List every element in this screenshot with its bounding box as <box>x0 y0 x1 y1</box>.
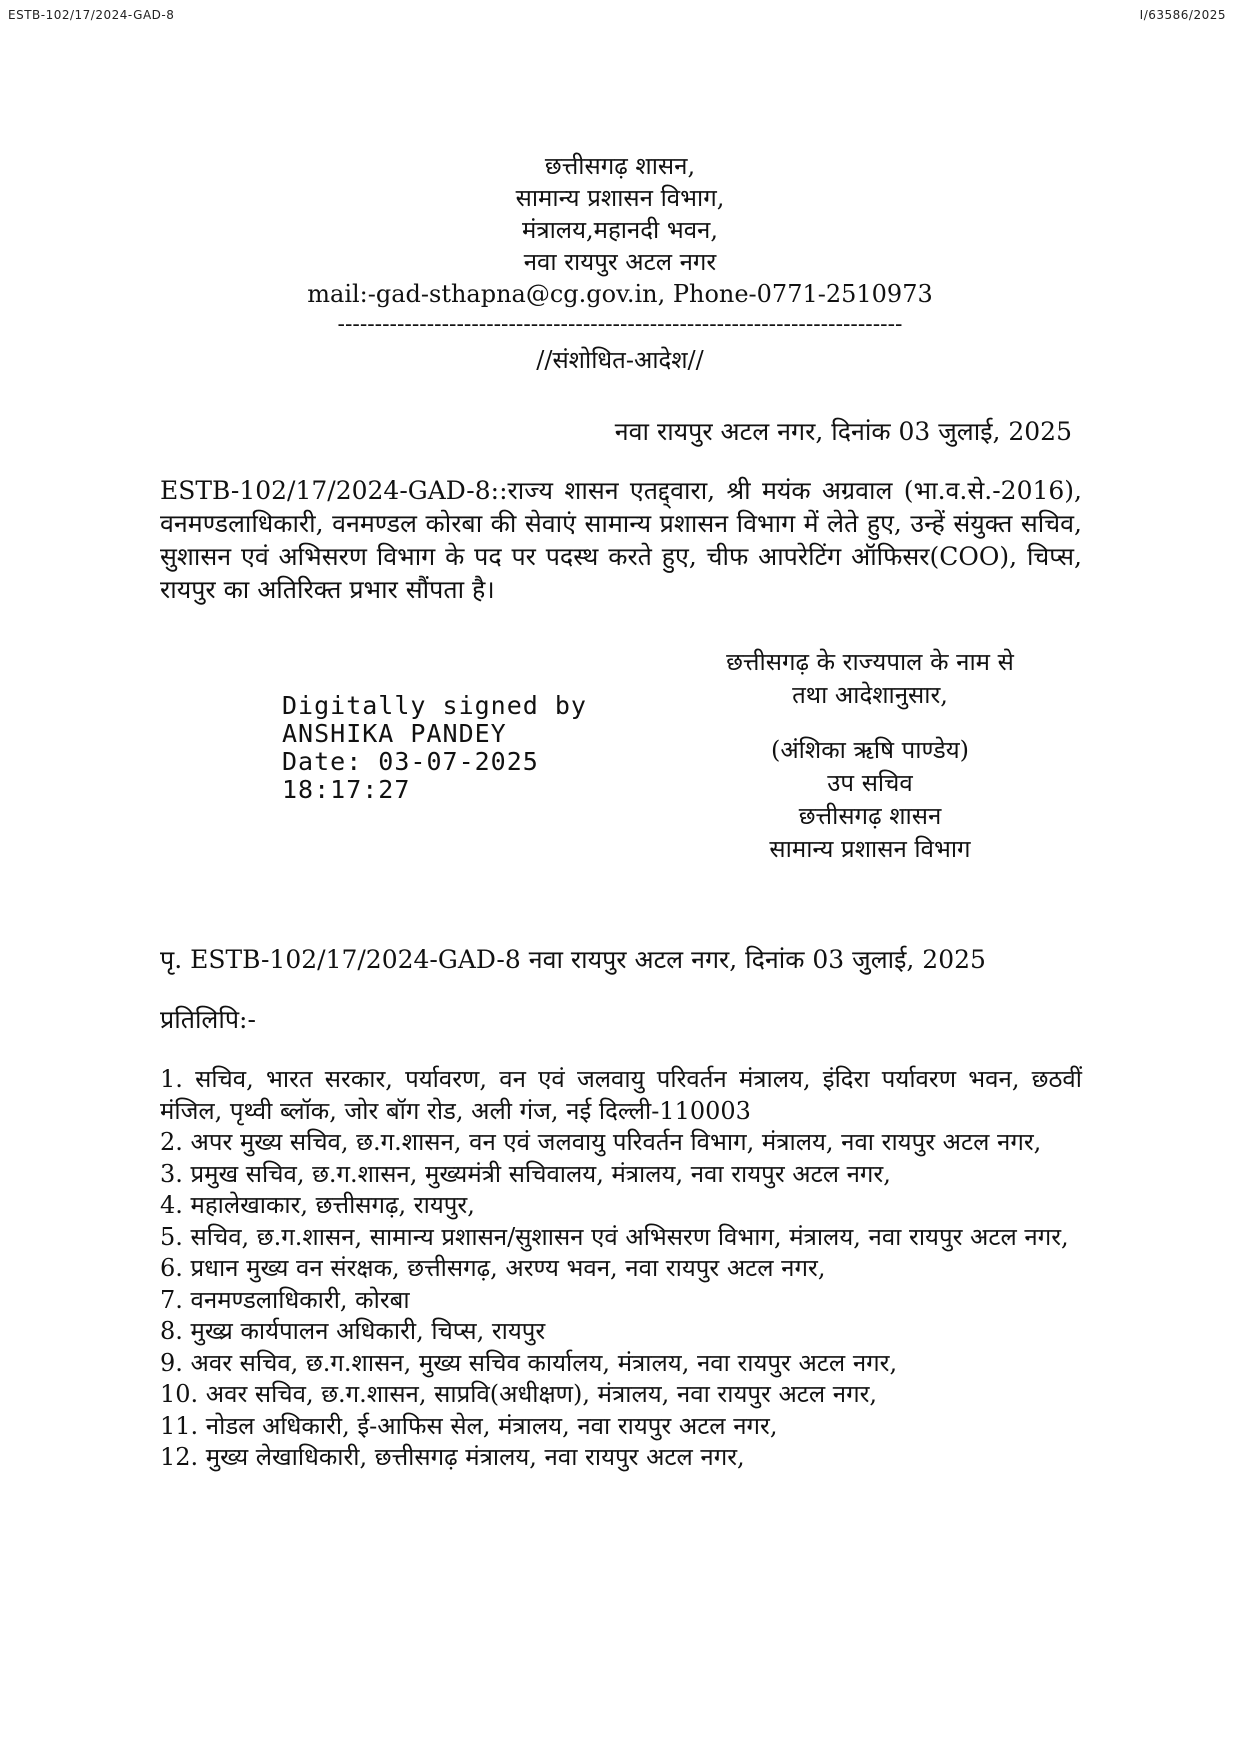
digital-signature-label: Digitally signed by <box>282 691 587 720</box>
order-title: //संशोधित-आदेश// <box>536 346 704 374</box>
header-file-reference: ESTB-102/17/2024-GAD-8 <box>8 8 175 22</box>
signatory-org-government: छत्तीसगढ़ शासन <box>798 802 942 830</box>
list-item: 6. प्रधान मुख्य वन संरक्षक, छत्तीसगढ़, अरण्य भवन, नवा रायपुर अटल नगर, <box>160 1254 826 1282</box>
letterhead-contact: mail:-gad-sthapna@cg.gov.in, Phone-0771-2510973 <box>307 280 933 308</box>
letterhead-government: छत्तीसगढ़ शासन, <box>544 152 696 180</box>
order-date-line: नवा रायपुर अटल नगर, दिनांक 03 जुलाई, 2025 <box>614 417 1072 446</box>
list-item: 10. अवर सचिव, छ.ग.शासन, साप्रवि(अधीक्षण), मंत्रालय, नवा रायपुर अटल नगर, <box>160 1380 878 1408</box>
list-item: 5. सचिव, छ.ग.शासन, सामान्य प्रशासन/सुशासन एवं अभिसरण विभाग, मंत्रालय, नवा रायपुर अटल नगर, <box>160 1222 1069 1251</box>
list-item: 8. मुख्य्र कार्यपालन अधिकारी, चिप्स, रायपुर <box>160 1317 546 1345</box>
list-item: 2. अपर मुख्य सचिव, छ.ग.शासन, वन एवं जलवायु परिवर्तन विभाग, मंत्रालय, नवा रायपुर अटल नगर, <box>160 1128 1042 1156</box>
copy-to-list <box>160 1064 1082 1474</box>
letterhead <box>0 150 1240 376</box>
digital-signature-date: Date: 03-07-2025 <box>282 747 539 776</box>
letterhead-building: मंत्रालय,महानदी भवन, <box>521 216 719 244</box>
list-item: 4. महालेखाकार, छत्तीसगढ़, रायपुर, <box>160 1191 475 1219</box>
signatory-designation: उप सचिव <box>827 769 913 797</box>
list-item: 1. सचिव, भारत सरकार, पर्यावरण, वन एवं जलवायु परिवर्तन मंत्रालय, इंदिरा पर्यावरण भवन, छठवीं मंजिल, पृथ्वी ब्लॉक, जोर बॉग रोड, अली गंज, नई दिल्ली-110003 <box>160 1065 1082 1125</box>
endorsement-reference-line: पृ. ESTB-102/17/2024-GAD-8 नवा रायपुर अटल नगर, दिनांक 03 जुलाई, 2025 <box>160 945 986 974</box>
digital-signature-signer: ANSHIKA PANDEY <box>282 719 507 748</box>
list-item: 3. प्रमुख सचिव, छ.ग.शासन, मुख्यमंत्री सचिवालय, मंत्रालय, नवा रायपुर अटल नगर, <box>160 1159 891 1188</box>
signatory-org-department: सामान्य प्रशासन विभाग <box>769 835 971 863</box>
digital-signature-stamp <box>282 692 587 804</box>
list-item: 9. अवर सचिव, छ.ग.शासन, मुख्य सचिव कार्यालय, मंत्रालय, नवा रायपुर अटल नगर, <box>160 1348 898 1377</box>
copy-to-label: प्रतिलिपि:- <box>160 1005 256 1034</box>
signatory-name: (अंशिका ऋषि पाण्डेय) <box>770 736 970 764</box>
list-item: 12. मुख्य लेखाधिकारी, छत्तीसगढ़ मंत्रालय, नवा रायपुर अटल नगर, <box>160 1443 745 1471</box>
signatory-spacer <box>680 712 1060 734</box>
letterhead-dashed-rule: ---------------------------------------------------------------------------- <box>337 312 903 337</box>
letterhead-department: सामान्य प्रशासन विभाग, <box>515 184 725 212</box>
signatory-authority-line1: छत्तीसगढ़ के राज्यपाल के नाम से <box>726 648 1014 676</box>
digital-signature-time: 18:17:27 <box>282 775 411 804</box>
list-item: 11. नोडल अधिकारी, ई-आफिस सेल, मंत्रालय, नवा रायपुर अटल नगर, <box>160 1411 778 1440</box>
signatory-authority-line2: तथा आदेशानुसार, <box>792 681 948 709</box>
list-item: 7. वनमण्डलाधिकारी, कोरबा <box>160 1285 410 1314</box>
letterhead-city: नवा रायपुर अटल नगर <box>523 248 717 276</box>
header-receipt-number: I/63586/2025 <box>1139 8 1226 22</box>
signatory-block <box>680 646 1060 866</box>
order-paragraph: ESTB-102/17/2024-GAD-8::राज्य शासन एतद्द्वारा, श्री मयंक अग्रवाल (भा.व.से.-2016), वनमण्डलाधिकारी, वनमण्डल कोरबा की सेवाएं सामान्य प्रशासन विभाग में लेते हुए, उन्हें संयुक्त सचिव, सुशासन एवं अभिसरण विभाग के पद पर पदस्थ करते हुए, चीफ आपरेटिंग ऑफिसर(COO), चिप्स, रायपुर का अतिरिक्त प्रभार सौंपता है। <box>160 476 1082 604</box>
